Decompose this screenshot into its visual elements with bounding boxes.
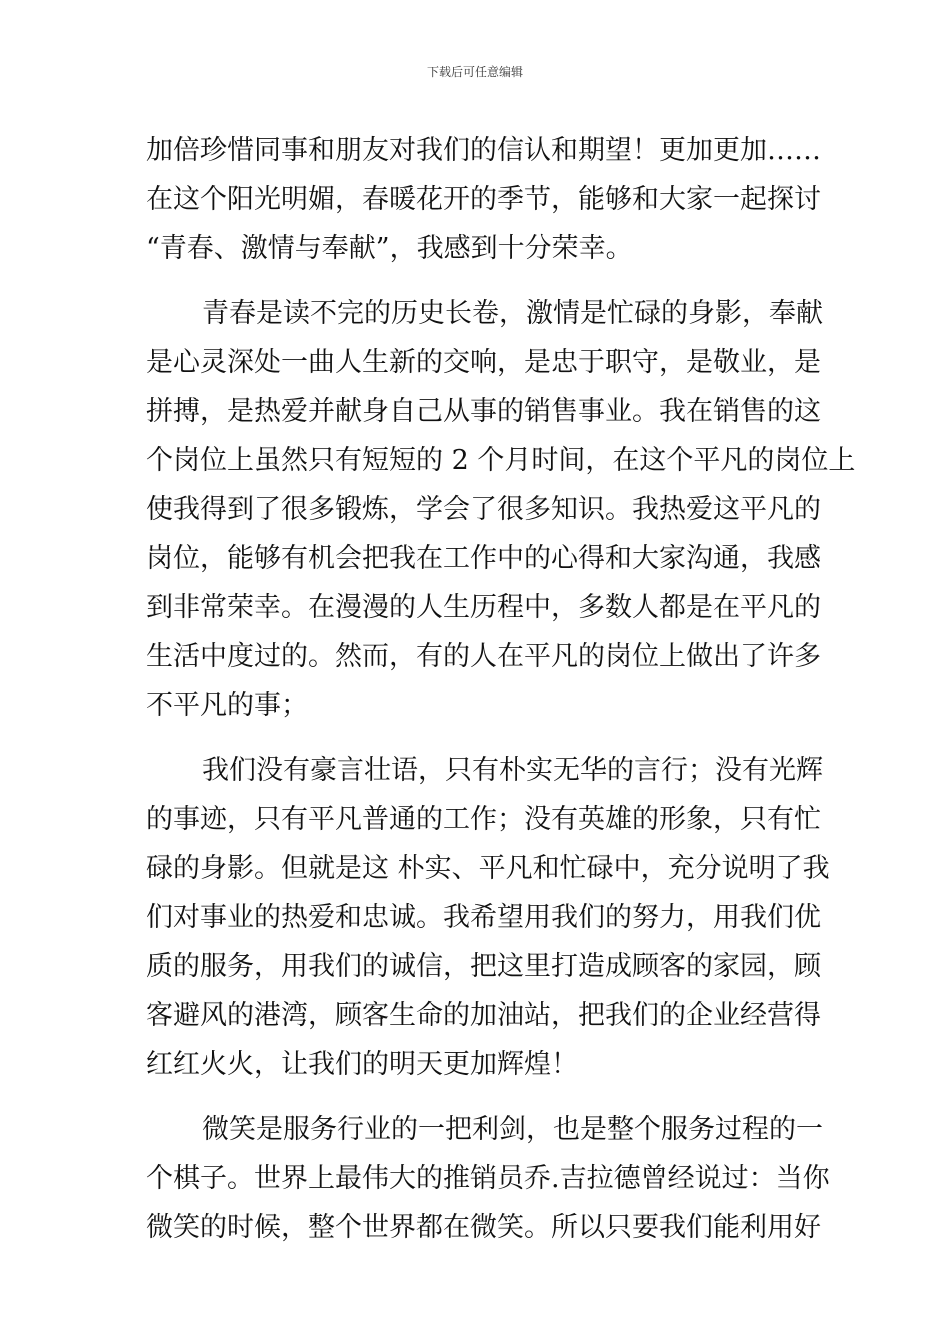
text-line: 加倍珍惜同事和朋友对我们的信认和期望！更加更加……	[146, 135, 821, 166]
text-line: “青春、激情与奉献”，我感到十分荣幸。	[146, 233, 633, 264]
text-line: 是心灵深处一曲人生新的交响，是忠于职守，是敬业，是	[146, 347, 821, 378]
document-body	[146, 126, 856, 1252]
text-line: 拼搏，是热爱并献身自己从事的销售事业。我在销售的这	[146, 396, 821, 427]
text-line: 不平凡的事；	[146, 690, 308, 721]
text-line: 微笑的时候，整个世界都在微笑。所以只要我们能利用好	[146, 1212, 821, 1243]
text-line: 个棋子。世界上最伟大的推销员乔.吉拉德曾经说过：当你	[146, 1163, 830, 1194]
text-line: 个岗位上虽然只有短短的 2 个月时间，在这个平凡的岗位上	[146, 445, 856, 476]
text-line: 到非常荣幸。在漫漫的人生历程中，多数人都是在平凡的	[146, 592, 821, 623]
text-line: 使我得到了很多锻炼，学会了很多知识。我热爱这平凡的	[146, 494, 821, 525]
text-line: 们对事业的热爱和忠诚。我希望用我们的努力，用我们优	[146, 902, 821, 933]
text-line: 质的服务，用我们的诚信，把这里打造成顾客的家园，顾	[146, 951, 821, 982]
page-header: 下载后可任意编辑	[426, 65, 523, 79]
text-line: 客避风的港湾，顾客生命的加油站，把我们的企业经营得	[146, 1000, 821, 1031]
text-line: 的事迹，只有平凡普通的工作；没有英雄的形象，只有忙	[146, 804, 821, 835]
paragraph-first-line: 微笑是服务行业的一把利剑，也是整个服务过程的一	[202, 1114, 823, 1145]
text-line: 岗位，能够有机会把我在工作中的心得和大家沟通，我感	[146, 543, 821, 574]
paragraph-first-line: 青春是读不完的历史长卷，激情是忙碌的身影，奉献	[202, 298, 823, 329]
text-line: 在这个阳光明媚，春暖花开的季节，能够和大家一起探讨	[146, 184, 821, 215]
text-line: 碌的身影。但就是这 朴实、平凡和忙碌中，充分说明了我	[146, 853, 830, 884]
text-line: 生活中度过的。然而，有的人在平凡的岗位上做出了许多	[146, 641, 821, 672]
paragraph-first-line: 我们没有豪言壮语，只有朴实无华的言行；没有光辉	[202, 755, 823, 786]
text-line: 红红火火，让我们的明天更加辉煌！	[146, 1049, 578, 1080]
